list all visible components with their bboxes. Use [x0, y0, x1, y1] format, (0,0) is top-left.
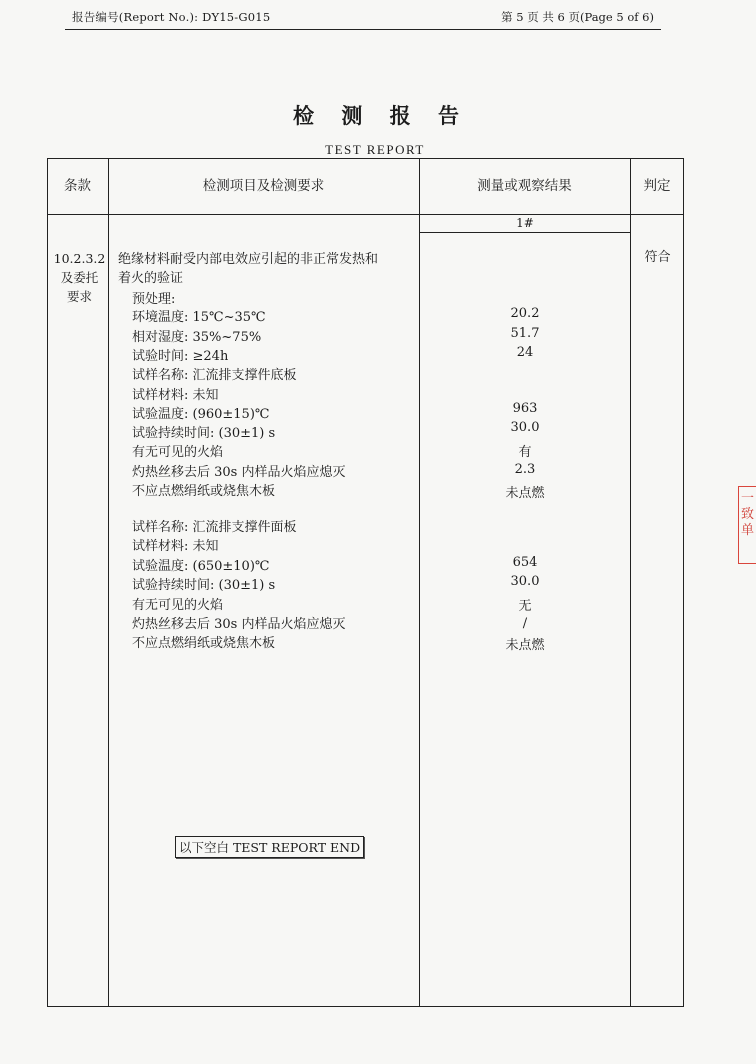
column-header-clause: 条款: [64, 178, 91, 194]
requirement-text: 试样材料: 未知: [132, 388, 219, 403]
column-divider: [108, 158, 109, 1007]
requirement-text: 预处理:: [132, 292, 176, 307]
result-value: 30.0: [510, 420, 540, 435]
clause-number: [52, 249, 107, 306]
result-value: 51.7: [510, 326, 540, 341]
result-value: 未点燃: [505, 486, 545, 501]
sample-mark: 1#: [516, 216, 534, 230]
sample-mark-rule: [419, 232, 630, 233]
requirement-text: 试验时间: ≥24h: [132, 349, 229, 364]
header-page-number: 第 5 页 共 6 页(Page 5 of 6): [501, 10, 654, 24]
requirement-text: 环境温度: 15℃~35℃: [132, 310, 266, 325]
result-value: 963: [512, 401, 538, 416]
result-value: 30.0: [510, 574, 540, 589]
requirement-text: 灼热丝移去后 30s 内样品火焰应熄灭: [132, 617, 346, 632]
requirement-text: 试样名称: 汇流排支撑件面板: [132, 520, 297, 535]
verdict-value: 符合: [644, 250, 671, 265]
result-value: 有: [518, 445, 532, 460]
requirement-text: 试样材料: 未知: [132, 539, 219, 554]
requirement-text: 试验持续时间: (30±1) s: [132, 426, 276, 441]
result-value: 20.2: [510, 306, 540, 321]
column-header-requirement: 检测项目及检测要求: [202, 178, 325, 194]
result-value: 未点燃: [505, 638, 545, 653]
header-report-no: 报告编号(Report No.): DY15-G015: [72, 10, 271, 24]
requirement-text: 试验温度: (650±10)℃: [132, 559, 270, 574]
red-seal-stamp: [738, 486, 756, 564]
stamp-text: 一致单: [740, 491, 754, 538]
end-of-report-marker: 以下空白 TEST REPORT END: [175, 836, 364, 858]
requirement-text: 有无可见的火焰: [132, 445, 224, 460]
requirement-text: 试验持续时间: (30±1) s: [132, 578, 276, 593]
clause-line: 及委托: [60, 270, 99, 285]
result-value: 24: [516, 345, 534, 360]
requirement-text: 不应点燃绢纸或烧焦木板: [132, 636, 276, 651]
requirement-text: 灼热丝移去后 30s 内样品火焰应熄灭: [132, 465, 346, 480]
requirement-text: 不应点燃绢纸或烧焦木板: [132, 484, 276, 499]
clause-line: 10.2.3.2: [53, 251, 106, 266]
requirement-text: 试样名称: 汇流排支撑件底板: [132, 368, 297, 383]
requirement-text: 试验温度: (960±15)℃: [132, 407, 270, 422]
requirement-text: 着火的验证: [118, 271, 184, 286]
column-header-verdict: 判定: [643, 178, 671, 194]
result-value: 2.3: [514, 462, 536, 477]
requirement-text: 绝缘材料耐受内部电效应引起的非正常发热和: [118, 252, 379, 267]
result-value: 654: [512, 555, 538, 570]
report-subtitle: TEST REPORT: [325, 142, 425, 157]
column-divider: [630, 158, 631, 1007]
requirement-text: 有无可见的火焰: [132, 598, 224, 613]
result-value: /: [522, 616, 528, 631]
column-header-result: 测量或观察结果: [477, 178, 572, 194]
header-rule: [65, 29, 661, 30]
clause-line: 要求: [66, 289, 92, 304]
report-title: 检 测 报 告: [293, 103, 469, 128]
requirement-text: 相对湿度: 35%~75%: [132, 330, 262, 345]
result-value: 无: [518, 599, 532, 614]
